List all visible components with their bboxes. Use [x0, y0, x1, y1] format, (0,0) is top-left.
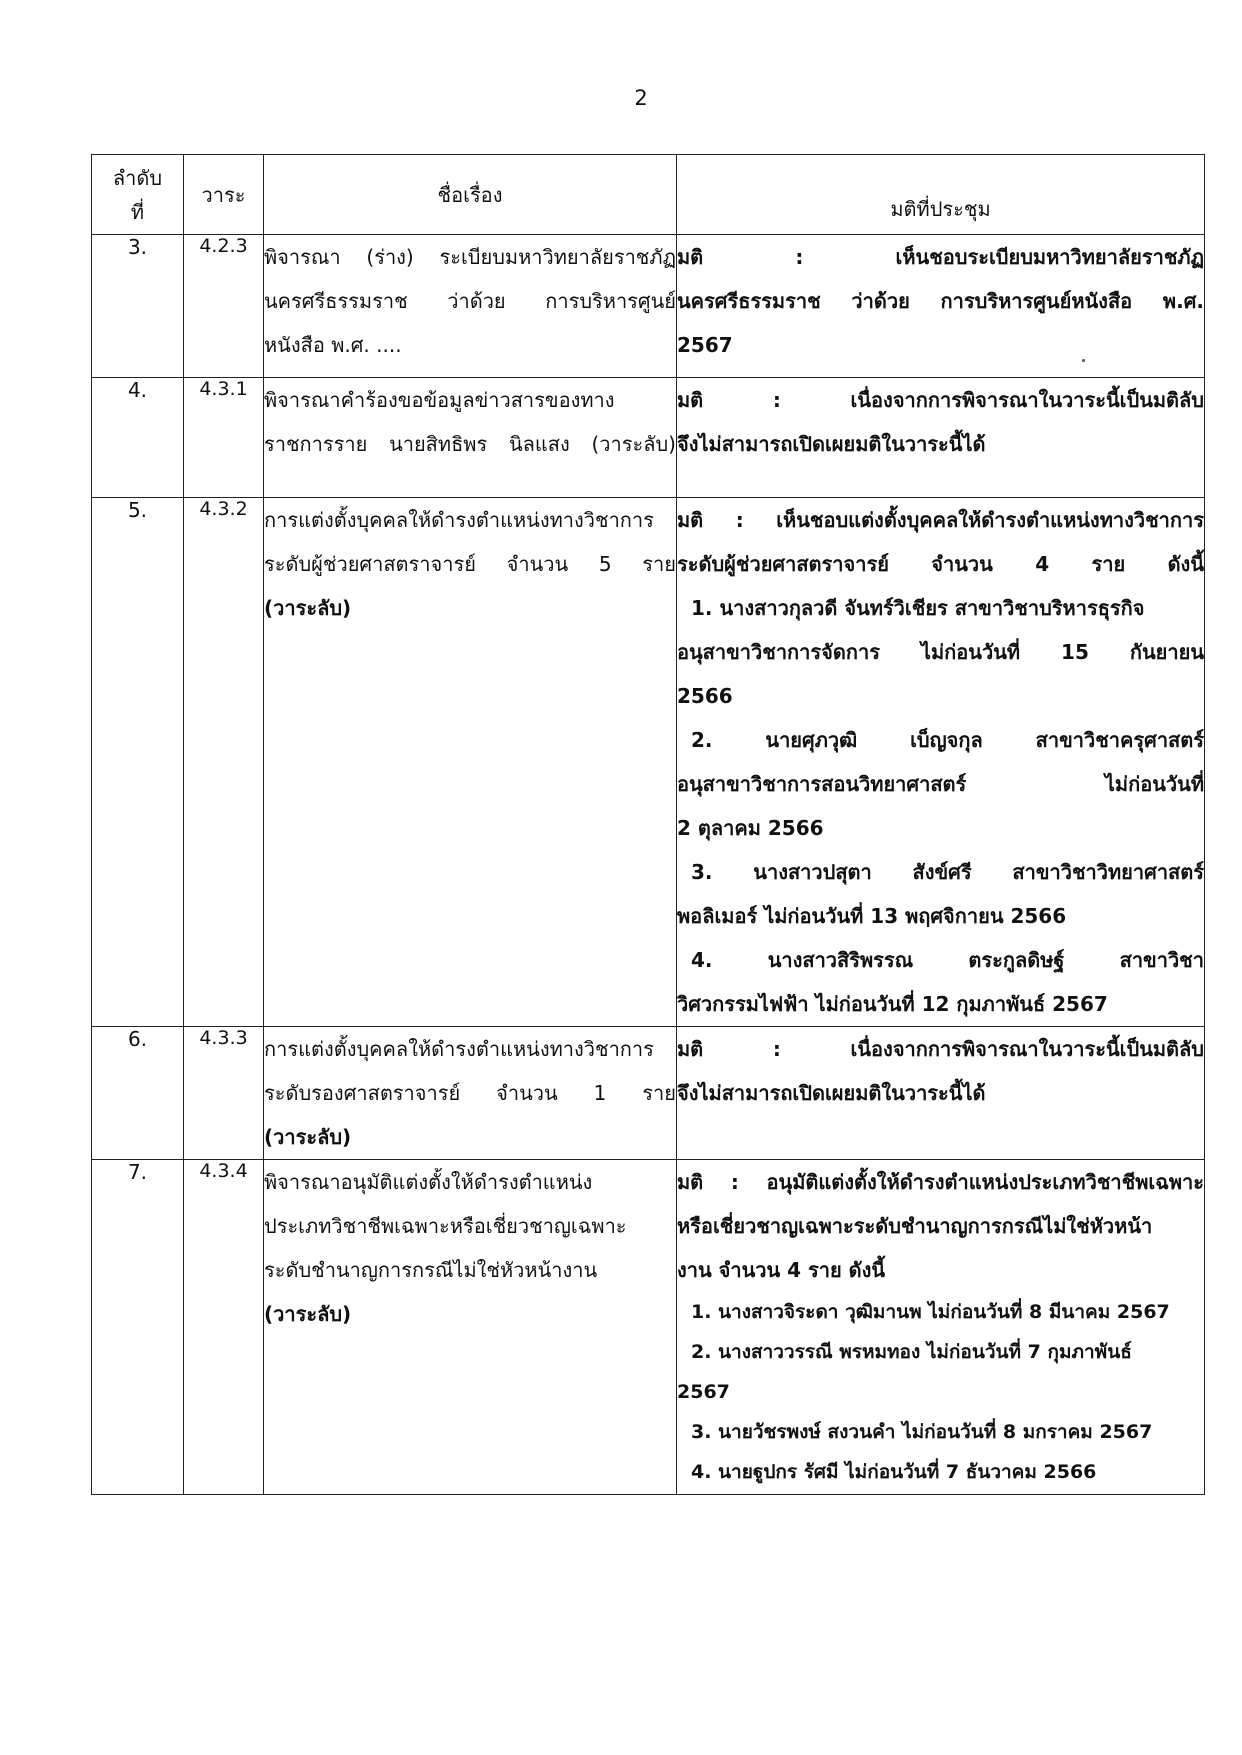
resolution-line: อนุสาขาวิชาการสอนวิทยาศาสตร์ ไม่ก่อนวันที่ — [677, 772, 1204, 796]
resolution-line: มติ : เห็นชอบแต่งตั้งบุคคลให้ดำรงตำแหน่งทางวิชาการ — [677, 508, 1204, 532]
resolution-line: 4. นายฐูปกร รัศมี ไม่ก่อนวันที่ 7 ธันวาคม 2566 — [691, 1461, 1097, 1483]
page-number: 2 — [634, 86, 648, 110]
resolution-line: พอลิเมอร์ ไม่ก่อนวันที่ 13 พฤศจิกายน 2566 — [677, 904, 1067, 928]
subject-line: (วาระลับ) — [264, 596, 352, 620]
resolution-line: 2. นางสาววรรณี พรหมทอง ไม่ก่อนวันที่ 7 กุมภาพันธ์ — [691, 1341, 1132, 1363]
table-row — [92, 235, 1205, 378]
subject-line: พิจารณาอนุมัติแต่งตั้งให้ดำรงตำแหน่ง — [264, 1170, 593, 1194]
resolution-line: มติ : เนื่องจากการพิจารณาในวาระนี้เป็นมติลับ — [677, 388, 1204, 412]
subject-line: ระดับผู้ช่วยศาสตราจารย์ จำนวน 5 ราย — [264, 552, 676, 576]
row-number: 5. — [92, 498, 184, 1027]
subject-line: หนังสือ พ.ศ. .... — [264, 333, 402, 357]
row-subject — [264, 1027, 677, 1160]
subject-line: ระดับรองศาสตราจารย์ จำนวน 1 ราย — [264, 1081, 676, 1105]
resolution-line: จึงไม่สามารถเปิดเผยมติในวาระนี้ได้ — [677, 432, 986, 456]
subject-line: ราชการราย นายสิทธิพร นิลแสง (วาระลับ) — [264, 432, 676, 456]
resolution-line: 3. นายวัชรพงษ์ สงวนคำ ไม่ก่อนวันที่ 8 มกราคม 2567 — [691, 1421, 1153, 1443]
subject-line: พิจารณาคำร้องขอข้อมูลข่าวสารของทาง — [264, 388, 615, 412]
table-row — [92, 378, 1205, 498]
row-resolution — [677, 1027, 1205, 1160]
resolution-line: มติ : เนื่องจากการพิจารณาในวาระนี้เป็นมติลับ — [677, 1037, 1204, 1061]
row-subject — [264, 235, 677, 378]
resolution-line: จึงไม่สามารถเปิดเผยมติในวาระนี้ได้ — [677, 1081, 986, 1105]
resolution-line: มติ : เห็นชอบระเบียบมหาวิทยาลัยราชภัฏ — [677, 245, 1204, 269]
row-resolution — [677, 378, 1205, 498]
row-agenda: 4.3.2 — [184, 498, 264, 1027]
header-subject: ชื่อเรื่อง — [264, 155, 677, 235]
row-subject — [264, 498, 677, 1027]
resolution-line: 2. นายศุภวุฒิ เบ็ญจกุล สาขาวิชาครุศาสตร์ — [691, 728, 1204, 752]
row-agenda: 4.3.1 — [184, 378, 264, 498]
header-no — [92, 155, 184, 235]
resolution-line: อนุสาขาวิชาการจัดการ ไม่ก่อนวันที่ 15 กันยายน — [677, 640, 1204, 664]
subject-line: ประเภทวิชาชีพเฉพาะหรือเชี่ยวชาญเฉพาะ — [264, 1214, 627, 1238]
subject-line: (วาระลับ) — [264, 1125, 352, 1149]
resolution-line: 1. นางสาวกุลวดี จันทร์วิเชียร สาขาวิชาบริหารธุรกิจ — [691, 596, 1145, 620]
resolution-line: 2 ตุลาคม 2566 — [677, 816, 824, 840]
subject-line: การแต่งตั้งบุคคลให้ดำรงตำแหน่งทางวิชาการ — [264, 508, 654, 532]
header-no-line: ลำดับ — [112, 165, 163, 190]
table-row — [92, 1027, 1205, 1160]
resolution-line: นครศรีธรรมราช ว่าด้วย การบริหารศูนย์หนังสือ พ.ศ. — [677, 289, 1204, 313]
row-agenda: 4.2.3 — [184, 235, 264, 378]
row-resolution — [677, 1160, 1205, 1495]
resolution-line: 1. นางสาวจิระดา วุฒิมานพ ไม่ก่อนวันที่ 8 มีนาคม 2567 — [691, 1301, 1170, 1323]
row-subject — [264, 1160, 677, 1495]
row-subject — [264, 378, 677, 498]
resolution-line: 4. นางสาวสิริพรรณ ตระกูลดิษฐ์ สาขาวิชา — [691, 948, 1204, 972]
row-number: 7. — [92, 1160, 184, 1495]
header-no-line: ที่ — [130, 199, 145, 224]
row-resolution — [677, 498, 1205, 1027]
resolution-line: 3. นางสาวปสุตา สังข์ศรี สาขาวิชาวิทยาศาสตร์ — [691, 860, 1204, 884]
resolution-line: ระดับผู้ช่วยศาสตราจารย์ จำนวน 4 ราย ดังนี้ — [677, 552, 1204, 576]
scan-speck — [1082, 359, 1085, 362]
subject-line: พิจารณา (ร่าง) ระเบียบมหาวิทยาลัยราชภัฏ — [264, 245, 676, 269]
resolution-line: วิศวกรรมไฟฟ้า ไม่ก่อนวันที่ 12 กุมภาพันธ์ 2567 — [677, 992, 1108, 1016]
table-header-row — [92, 155, 1205, 235]
subject-line: (วาระลับ) — [264, 1302, 352, 1326]
resolution-line: 2566 — [677, 684, 733, 708]
subject-line: นครศรีธรรมราช ว่าด้วย การบริหารศูนย์ — [264, 289, 676, 313]
subject-line: ระดับชำนาญการกรณีไม่ใช่หัวหน้างาน — [264, 1258, 598, 1282]
resolution-line: 2567 — [677, 333, 733, 357]
header-resolution: มติที่ประชุม — [677, 155, 1205, 235]
row-number: 6. — [92, 1027, 184, 1160]
minutes-table — [91, 154, 1205, 1495]
row-number: 3. — [92, 235, 184, 378]
resolution-line: หรือเชี่ยวชาญเฉพาะระดับชำนาญการกรณีไม่ใช่หัวหน้า — [677, 1214, 1153, 1238]
resolution-line: งาน จำนวน 4 ราย ดังนี้ — [677, 1258, 886, 1282]
row-agenda: 4.3.4 — [184, 1160, 264, 1495]
row-number: 4. — [92, 378, 184, 498]
resolution-line: มติ : อนุมัติแต่งตั้งให้ดำรงตำแหน่งประเภทวิชาชีพเฉพาะ — [677, 1170, 1204, 1194]
row-agenda: 4.3.3 — [184, 1027, 264, 1160]
row-resolution — [677, 235, 1205, 378]
subject-line: การแต่งตั้งบุคคลให้ดำรงตำแหน่งทางวิชาการ — [264, 1037, 654, 1061]
header-agenda: วาระ — [184, 155, 264, 235]
table-row — [92, 1160, 1205, 1495]
table-row — [92, 498, 1205, 1027]
resolution-line: 2567 — [677, 1381, 730, 1403]
